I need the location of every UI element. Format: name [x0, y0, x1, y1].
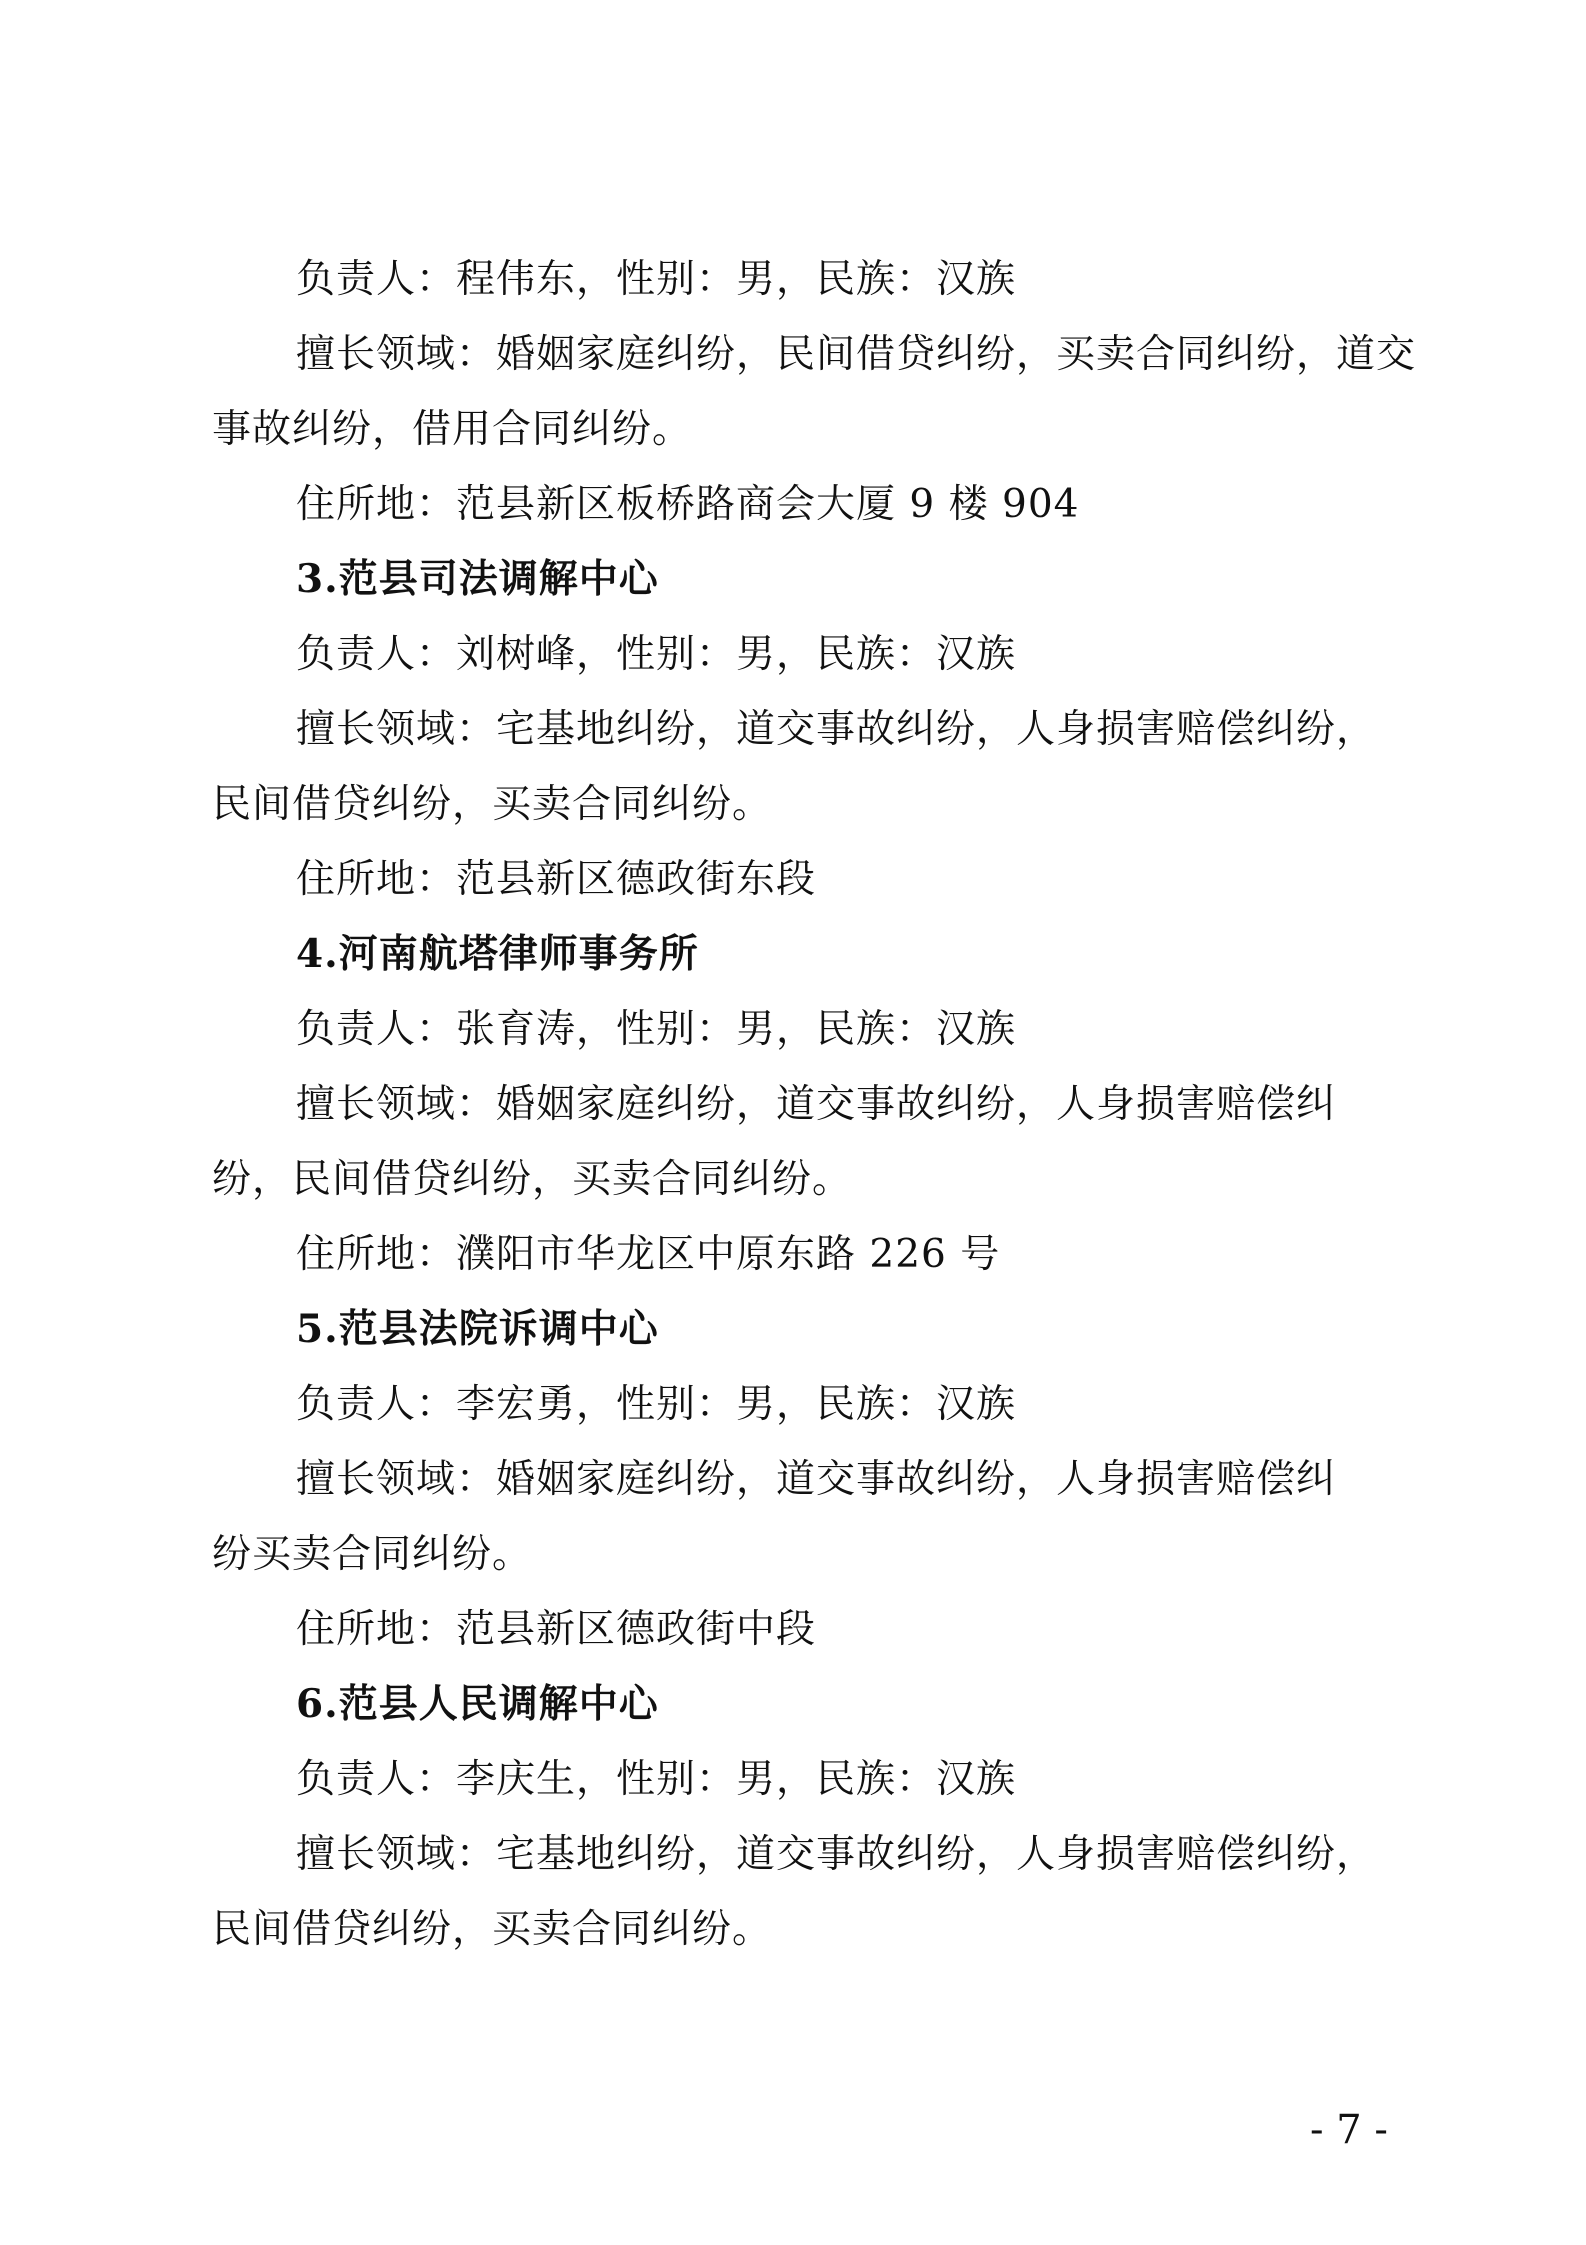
section-heading: 3.范县司法调解中心 [296, 556, 659, 602]
person-in-charge-line: 负责人：李庆生，性别：男，民族：汉族 [296, 1757, 1017, 1802]
section-heading: 4.河南航塔律师事务所 [296, 931, 699, 977]
expertise-line: 擅长领域：宅基地纠纷，道交事故纠纷，人身损害赔偿纠纷， [296, 1832, 1377, 1877]
expertise-line: 擅长领域：婚姻家庭纠纷，道交事故纠纷，人身损害赔偿纠 [296, 1082, 1337, 1127]
expertise-continuation-line: 民间借贷纠纷，买卖合同纠纷。 [212, 1907, 773, 1952]
expertise-continuation-line: 纷，民间借贷纠纷，买卖合同纠纷。 [212, 1157, 853, 1202]
section-heading: 6.范县人民调解中心 [296, 1681, 659, 1727]
address-line: 住所地：范县新区板桥路商会大厦 9 楼 904 [296, 482, 1080, 527]
address-line: 住所地：濮阳市华龙区中原东路 226 号 [296, 1232, 1001, 1277]
expertise-continuation-line: 纷买卖合同纠纷。 [212, 1532, 533, 1577]
person-in-charge-line: 负责人：张育涛，性别：男，民族：汉族 [296, 1007, 1017, 1052]
person-in-charge-line: 负责人：刘树峰，性别：男，民族：汉族 [296, 632, 1017, 677]
expertise-continuation-line: 民间借贷纠纷，买卖合同纠纷。 [212, 782, 773, 827]
section-heading: 5.范县法院诉调中心 [296, 1306, 659, 1352]
address-line: 住所地：范县新区德政街中段 [296, 1607, 817, 1652]
person-in-charge-line: 负责人：李宏勇，性别：男，民族：汉族 [296, 1382, 1017, 1427]
address-line: 住所地：范县新区德政街东段 [296, 857, 817, 902]
document-body [212, 242, 1417, 1967]
expertise-line: 擅长领域：婚姻家庭纠纷，民间借贷纠纷，买卖合同纠纷，道交 [296, 332, 1417, 377]
expertise-continuation-line: 事故纠纷，借用合同纠纷。 [212, 407, 693, 452]
page-number: - 7 - [1310, 2107, 1388, 2153]
expertise-line: 擅长领域：宅基地纠纷，道交事故纠纷，人身损害赔偿纠纷， [296, 707, 1377, 752]
person-in-charge-line: 负责人：程伟东，性别：男，民族：汉族 [296, 257, 1017, 302]
expertise-line: 擅长领域：婚姻家庭纠纷，道交事故纠纷，人身损害赔偿纠 [296, 1457, 1337, 1502]
